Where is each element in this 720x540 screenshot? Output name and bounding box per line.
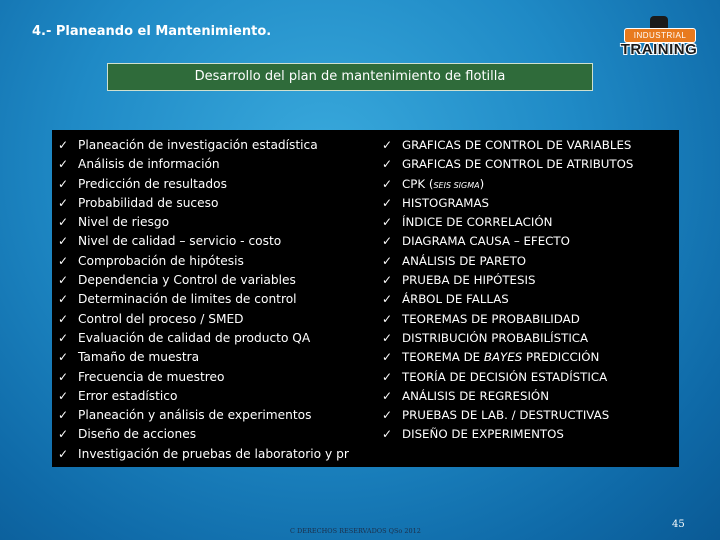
right-list-text-italic: BAYES	[483, 350, 523, 365]
check-icon: ✓	[382, 292, 393, 307]
check-icon: ✓	[382, 311, 393, 326]
right-list-text: ANÁLISIS DE PARETO	[402, 253, 527, 268]
check-icon: ✓	[58, 138, 69, 152]
left-list-text: Planeación y análisis de experimentos	[78, 408, 312, 423]
check-icon: ✓	[382, 388, 393, 403]
right-list-text: ÁRBOL DE FALLAS	[402, 292, 509, 307]
check-icon: ✓	[382, 157, 393, 172]
right-list-text: DISEÑO DE EXPERIMENTOS	[402, 427, 564, 442]
left-list-item	[58, 252, 379, 271]
left-list-item	[58, 232, 379, 251]
industrial-training-logo	[620, 16, 698, 56]
left-list-item	[58, 213, 379, 232]
check-icon: ✓	[58, 350, 69, 365]
check-icon: ✓	[58, 369, 69, 384]
check-icon: ✓	[382, 176, 393, 191]
left-list-item	[58, 329, 379, 348]
right-list-text: CPK (	[402, 176, 434, 191]
right-list-item	[382, 136, 679, 155]
check-icon: ✓	[382, 215, 393, 230]
left-list-item	[58, 348, 379, 367]
check-icon: ✓	[58, 311, 69, 326]
right-list	[382, 136, 679, 445]
slide-title: 4.- Planeando el Mantenimiento.	[32, 24, 272, 39]
left-list-text: Predicción de resultados	[78, 176, 227, 191]
right-list-item	[382, 194, 679, 213]
check-icon: ✓	[382, 350, 393, 365]
left-list-item	[58, 194, 379, 213]
check-icon: ✓	[382, 408, 393, 423]
right-list-item	[382, 406, 679, 425]
right-list-text: )	[479, 176, 485, 191]
right-list-text: TEORÍA DE DECISIÓN ESTADÍSTICA	[402, 369, 608, 384]
left-list-item	[58, 310, 379, 329]
check-icon: ✓	[58, 253, 69, 268]
left-list-item	[58, 387, 379, 406]
left-list-text: Determinación de limites de control	[78, 292, 297, 307]
check-icon: ✓	[382, 273, 393, 288]
right-list-text: TEOREMA DE	[402, 350, 484, 365]
left-list-text: Error estadístico	[78, 388, 178, 403]
right-list-item	[382, 271, 679, 290]
left-list-text: Tamaño de muestra	[78, 350, 200, 365]
right-list-text: PRUEBA DE HIPÓTESIS	[402, 273, 536, 288]
check-icon: ✓	[58, 215, 69, 230]
right-list-text: DIAGRAMA CAUSA – EFECTO	[402, 234, 570, 249]
left-list-item	[58, 445, 379, 464]
check-icon: ✓	[58, 330, 69, 345]
check-icon: ✓	[382, 330, 393, 345]
right-list-item	[382, 329, 679, 348]
right-list-item	[382, 213, 679, 232]
left-list-item	[58, 155, 379, 174]
left-list-text: Dependencia y Control de variables	[78, 273, 296, 288]
check-icon: ✓	[58, 273, 69, 288]
content-panel	[52, 130, 679, 467]
left-list-text: Control del proceso / SMED	[78, 311, 244, 326]
right-list-text: PREDICCIÓN	[522, 350, 600, 365]
left-list-item	[58, 271, 379, 290]
right-list-text-small: SEIS SIGMA	[433, 180, 480, 190]
left-list-text: Análisis de información	[78, 157, 220, 172]
section-banner: Desarrollo del plan de mantenimiento de flotilla	[107, 63, 593, 91]
check-icon: ✓	[58, 427, 69, 442]
right-list-text: ÍNDICE DE CORRELACIÓN	[402, 215, 553, 230]
right-list-item	[382, 175, 679, 194]
left-list-text: Probabilidad de suceso	[78, 195, 219, 210]
left-list-item	[58, 425, 379, 444]
left-list-text: Evaluación de calidad de producto QA	[78, 330, 311, 345]
left-list-text: Investigación de pruebas de laboratorio y pr	[78, 446, 349, 461]
right-list-item	[382, 232, 679, 251]
right-list-item	[382, 290, 679, 309]
left-list-item	[58, 368, 379, 387]
right-list-item	[382, 348, 679, 367]
check-icon: ✓	[58, 292, 69, 307]
right-list-text: TEOREMAS DE PROBABILIDAD	[402, 311, 580, 326]
right-list-item	[382, 387, 679, 406]
right-list-item	[382, 310, 679, 329]
check-icon: ✓	[58, 176, 69, 191]
right-list-text: HISTOGRAMAS	[402, 195, 489, 210]
right-list-item	[382, 425, 679, 444]
left-list-item	[58, 406, 379, 425]
left-list-text: Planeación de investigación estadística	[78, 138, 318, 152]
copyright-footer: C DERECHOS RESERVADOS QSo 2012	[290, 527, 421, 535]
check-icon: ✓	[382, 253, 393, 268]
left-list	[58, 136, 379, 464]
right-list-item	[382, 155, 679, 174]
check-icon: ✓	[382, 369, 393, 384]
left-list-text: Nivel de riesgo	[78, 215, 170, 230]
right-list-text: PRUEBAS DE LAB. / DESTRUCTIVAS	[402, 408, 610, 423]
check-icon: ✓	[382, 427, 393, 442]
check-icon: ✓	[58, 234, 69, 249]
check-icon: ✓	[382, 195, 393, 210]
right-list-text: DISTRIBUCIÓN PROBABILÍSTICA	[402, 330, 589, 345]
check-icon: ✓	[58, 388, 69, 403]
left-list-text: Comprobación de hipótesis	[78, 253, 244, 268]
left-list-item	[58, 290, 379, 309]
right-list-text: GRAFICAS DE CONTROL DE ATRIBUTOS	[402, 157, 634, 172]
left-list-text: Frecuencia de muestreo	[78, 369, 225, 384]
right-list-text: GRAFICAS DE CONTROL DE VARIABLES	[402, 138, 632, 152]
left-list-text: Diseño de acciones	[78, 427, 197, 442]
left-list-text: Nivel de calidad – servicio - costo	[78, 234, 282, 249]
page-number: 45	[672, 519, 685, 530]
logo-word: TRAINING	[620, 41, 698, 58]
check-icon: ✓	[382, 138, 393, 152]
check-icon: ✓	[58, 446, 69, 461]
check-icon: ✓	[382, 234, 393, 249]
check-icon: ✓	[58, 157, 69, 172]
logo-tag: INDUSTRIAL	[624, 28, 696, 43]
right-list-item	[382, 252, 679, 271]
check-icon: ✓	[58, 195, 69, 210]
right-list-item	[382, 368, 679, 387]
left-list-item	[58, 136, 379, 155]
left-list-item	[58, 175, 379, 194]
check-icon: ✓	[58, 408, 69, 423]
right-list-text: ANÁLISIS DE REGRESIÓN	[402, 388, 550, 403]
